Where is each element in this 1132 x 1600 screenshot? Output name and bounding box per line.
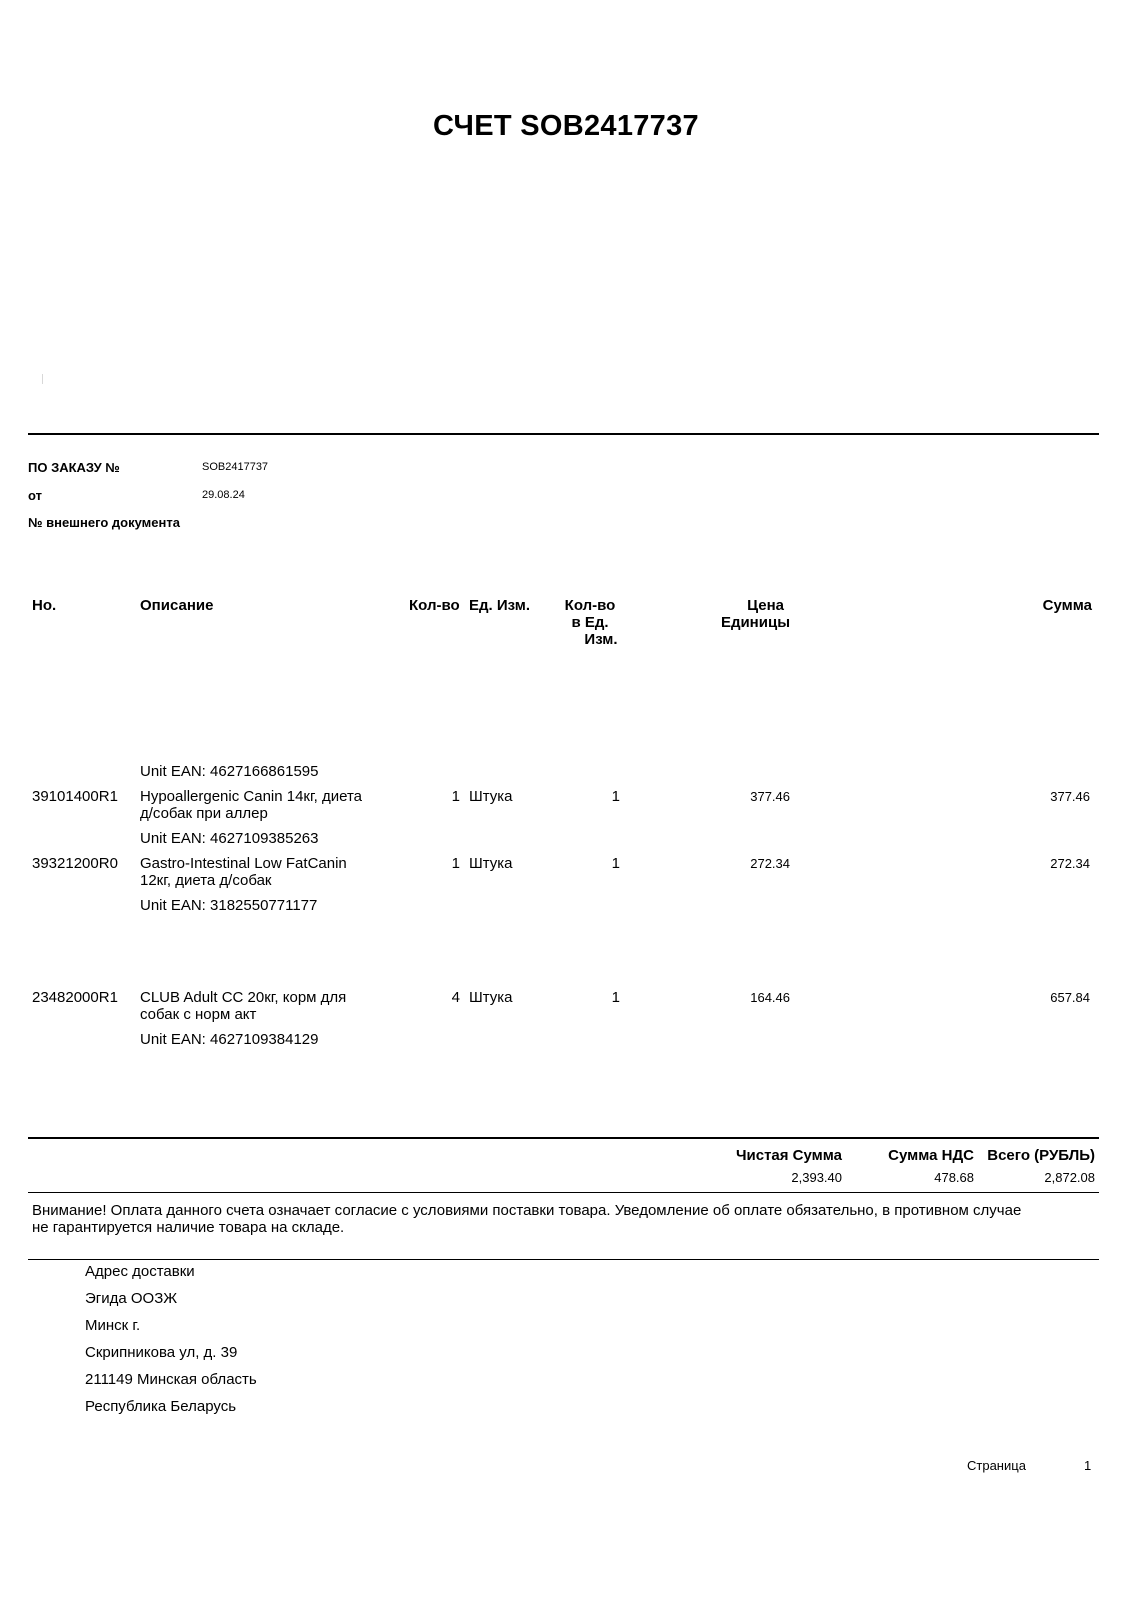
delivery-address-line: 211149 Минская область <box>85 1371 257 1388</box>
item-amount: 377.46 <box>1050 789 1090 804</box>
col-header-qty-per-uom <box>540 597 640 648</box>
delivery-address-line: Скрипникова ул, д. 39 <box>85 1344 238 1361</box>
item-number: 39101400R1 <box>32 788 118 805</box>
item-number: 23482000R1 <box>32 989 118 1006</box>
delivery-address-line: Минск г. <box>85 1317 141 1334</box>
item-description-line: CLUB Adult CC 20кг, корм для <box>140 989 347 1006</box>
item-description-line: собак с норм акт <box>140 1006 257 1023</box>
item-uom: Штука <box>469 989 513 1006</box>
totals-top-divider <box>28 1137 1099 1139</box>
item-uom: Штука <box>469 788 513 805</box>
total-amount-value: 2,872.08 <box>1044 1170 1095 1185</box>
item-description-line: 12кг, диета д/собак <box>140 872 272 889</box>
unit-ean: Unit EAN: 4627109384129 <box>140 1031 319 1048</box>
unit-ean: Unit EAN: 4627109385263 <box>140 830 319 847</box>
col-header-qty-per-uom-line: Изм. <box>584 631 618 648</box>
item-number: 39321200R0 <box>32 855 118 872</box>
col-header-qty-per-uom-line: в Ед. <box>571 614 609 631</box>
item-unit-price: 164.46 <box>750 990 790 1005</box>
payment-notice <box>32 1202 1021 1236</box>
item-qty-per-uom: 1 <box>611 989 620 1006</box>
delivery-address-line: Эгида ООЗЖ <box>85 1290 178 1307</box>
item-description <box>140 989 346 1023</box>
order-date-value: 29.08.24 <box>202 489 245 501</box>
item-unit-price: 272.34 <box>750 856 790 871</box>
col-header-description: Описание <box>140 597 214 614</box>
item-qty-per-uom: 1 <box>611 855 620 872</box>
item-qty: 4 <box>451 989 460 1006</box>
totals-bottom-divider <box>28 1192 1099 1193</box>
item-unit-price: 377.46 <box>750 789 790 804</box>
header-divider <box>28 433 1099 435</box>
vat-amount-value: 478.68 <box>934 1170 974 1185</box>
item-description-line: Hypoallergenic Canin 14кг, диета <box>140 788 362 805</box>
col-header-unit-price-line: Единицы <box>720 614 790 631</box>
vat-amount-label: Сумма НДС <box>888 1147 974 1164</box>
item-qty: 1 <box>451 788 460 805</box>
order-number-label: ПО ЗАКАЗУ № <box>28 460 120 475</box>
notice-divider <box>28 1259 1099 1260</box>
item-qty: 1 <box>451 855 460 872</box>
payment-notice-line: не гарантируется наличие товара на складе. <box>32 1219 345 1236</box>
external-document-label: № внешнего документа <box>28 515 180 530</box>
net-amount-label: Чистая Сумма <box>735 1147 842 1164</box>
item-uom: Штука <box>469 855 513 872</box>
page-label: Страница <box>967 1458 1026 1473</box>
col-header-amount: Сумма <box>1042 597 1092 614</box>
net-amount-value: 2,393.40 <box>791 1170 842 1185</box>
col-header-no: Но. <box>32 597 57 614</box>
total-amount-label: Всего (РУБЛЬ) <box>987 1147 1095 1164</box>
delivery-address-line: Республика Беларусь <box>85 1398 237 1415</box>
col-header-uom: Ед. Изм. <box>469 597 530 614</box>
item-amount: 272.34 <box>1050 856 1090 871</box>
margin-mark <box>42 374 43 384</box>
order-number-value: SOB2417737 <box>202 461 269 473</box>
item-qty-per-uom: 1 <box>611 788 620 805</box>
col-header-qty: Кол-во <box>409 597 460 614</box>
delivery-address-label: Адрес доставки <box>85 1263 195 1280</box>
col-header-qty-per-uom-line: Кол-во <box>564 597 616 614</box>
order-date-label: от <box>28 488 42 503</box>
page-number: 1 <box>1084 1458 1092 1473</box>
payment-notice-line: Внимание! Оплата данного счета означает согласие с условиями поставки товара. Уведомление об оплате обязательно, в противном случае <box>32 1202 1022 1219</box>
item-description-line: д/собак при аллер <box>140 805 268 822</box>
col-header-unit-price-line: Цена <box>747 597 784 614</box>
invoice-title: СЧЕТ SOB2417737 <box>433 110 699 142</box>
item-description <box>140 855 347 889</box>
item-description-line: Gastro-Intestinal Low FatCanin <box>140 855 347 872</box>
unit-ean: Unit EAN: 4627166861595 <box>140 763 319 780</box>
unit-ean: Unit EAN: 3182550771177 <box>140 897 318 914</box>
item-description <box>140 788 362 822</box>
item-amount: 657.84 <box>1050 990 1090 1005</box>
col-header-unit-price <box>690 597 790 631</box>
